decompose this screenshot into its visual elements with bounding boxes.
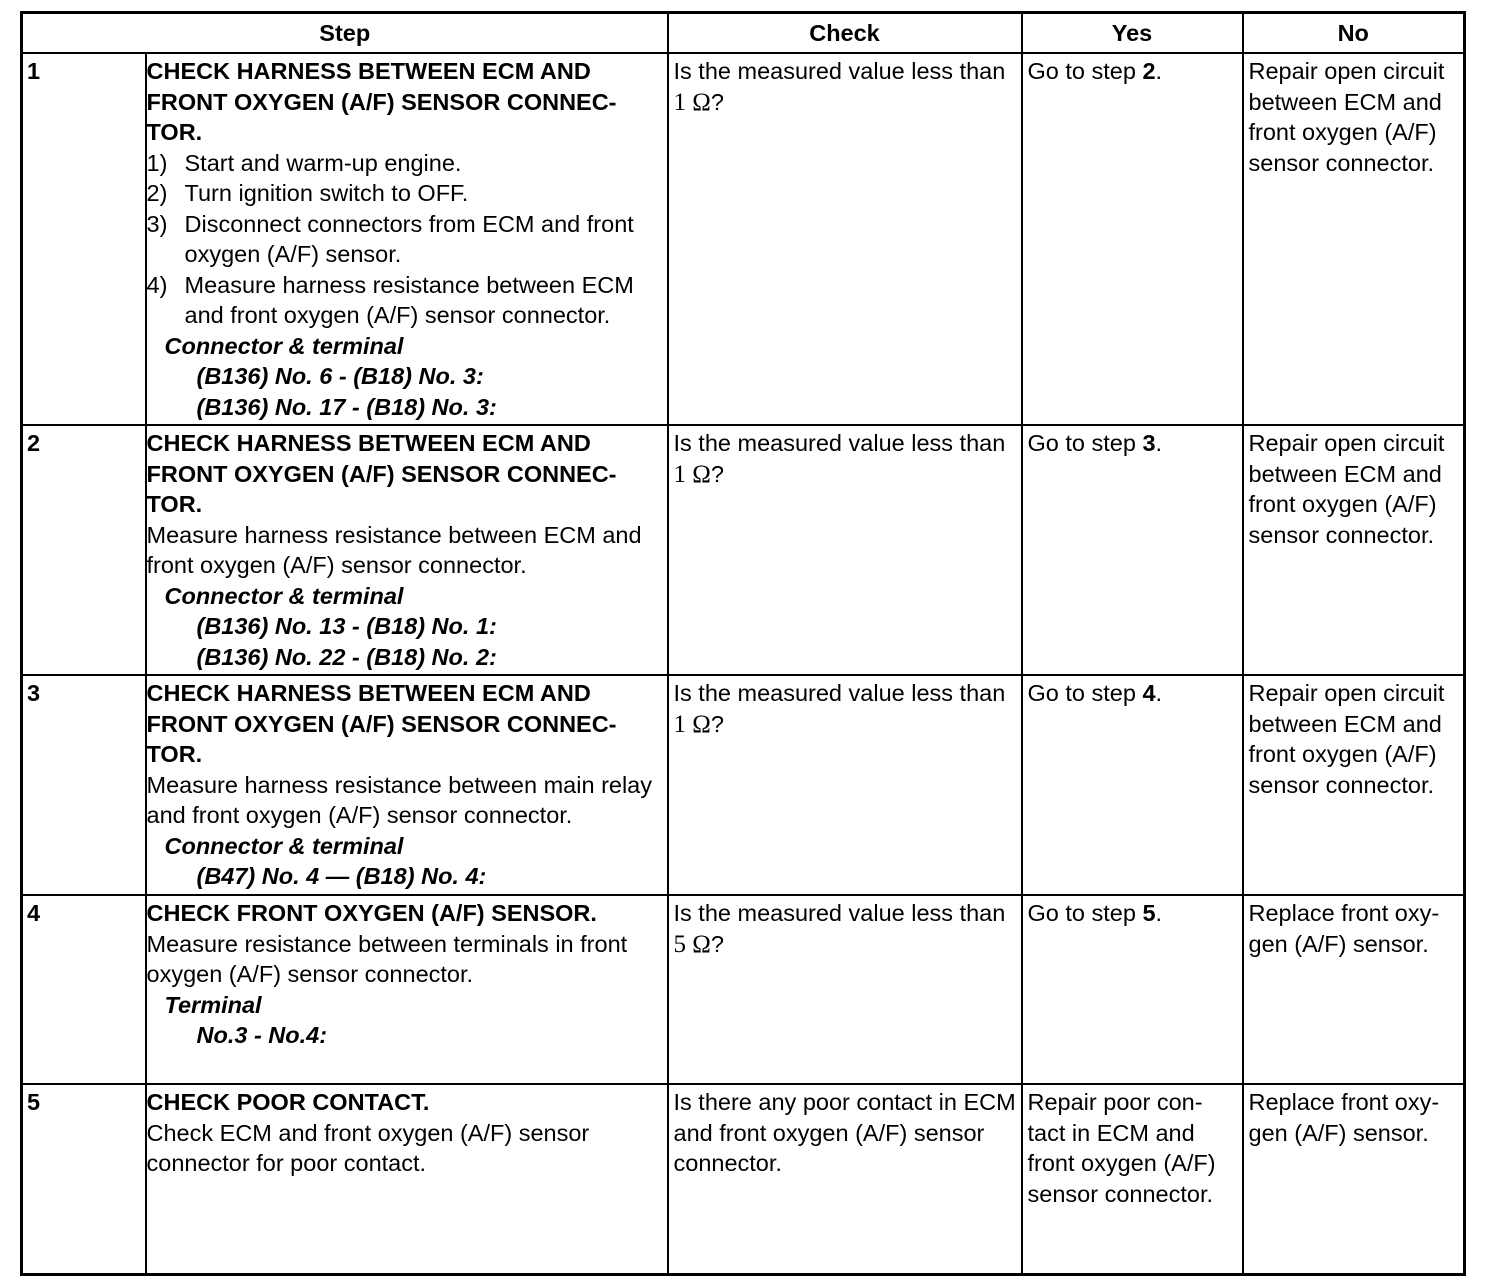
no-cell: Replace front oxy-gen (A/F) sensor. <box>1243 895 1465 1084</box>
step-cell <box>146 53 668 425</box>
step-title: CHECK FRONT OXYGEN (A/F) SENSOR. <box>146 900 597 926</box>
list-item: 3) Disconnect connectors from ECM and front oxygen (A/F) sensor. <box>146 210 634 267</box>
step-number: 1 <box>22 53 146 425</box>
no-cell: Replace front oxy-gen (A/F) sensor. <box>1243 1084 1465 1274</box>
yes-cell: Repair poor con-tact in ECM and front oxygen (A/F) sensor connector. <box>1022 1084 1243 1274</box>
table-row <box>22 1084 1465 1274</box>
yes-cell: Go to step 4. <box>1022 675 1243 895</box>
header-check: Check <box>668 13 1022 54</box>
list-item: 2) Turn ignition switch to OFF. <box>146 180 469 206</box>
table-header-row <box>22 13 1465 54</box>
terminal-value: (B136) No. 6 - (B18) No. 3: <box>196 363 484 389</box>
terminal-label: Connector & terminal <box>164 582 404 609</box>
terminal-label: Connector & terminal <box>164 832 404 859</box>
terminal-value: (B47) No. 4 — (B18) No. 4: <box>196 863 487 889</box>
check-cell: Is the measured value less than 1 Ω? <box>668 53 1022 425</box>
header-step: Step <box>22 13 668 54</box>
no-cell: Repair open circuit between ECM and front oxygen (A/F) sensor connector. <box>1243 53 1465 425</box>
header-no: No <box>1243 13 1465 54</box>
no-cell: Repair open circuit between ECM and front oxygen (A/F) sensor connector. <box>1243 425 1465 675</box>
no-cell: Repair open circuit between ECM and front oxygen (A/F) sensor connector. <box>1243 675 1465 895</box>
step-description: Measure harness resistance between ECM and front oxygen (A/F) sensor connector. <box>146 521 642 578</box>
substep-list <box>147 148 663 331</box>
terminal-label: Terminal <box>164 991 262 1018</box>
step-number: 4 <box>22 895 146 1084</box>
list-item: 1) Start and warm-up engine. <box>146 149 462 176</box>
diagnostic-table <box>20 11 1466 1276</box>
step-title: CHECK HARNESS BETWEEN ECM AND FRONT OXYGEN (A/F) SENSOR CONNEC-TOR. <box>146 430 617 517</box>
step-title: CHECK HARNESS BETWEEN ECM AND FRONT OXYGEN (A/F) SENSOR CONNEC-TOR. <box>146 58 617 145</box>
yes-cell: Go to step 3. <box>1022 425 1243 675</box>
terminal-value: No.3 - No.4: <box>196 1022 328 1048</box>
terminal-value: (B136) No. 13 - (B18) No. 1: <box>196 613 497 639</box>
yes-cell: Go to step 5. <box>1022 895 1243 1084</box>
list-item: 4) Measure harness resistance between ECM and front oxygen (A/F) sensor connector. <box>146 271 634 328</box>
yes-cell: Go to step 2. <box>1022 53 1243 425</box>
table-row <box>22 425 1465 675</box>
step-cell <box>146 1084 668 1274</box>
step-title-line <box>147 898 663 929</box>
step-number: 2 <box>22 425 146 675</box>
step-number: 5 <box>22 1084 146 1274</box>
check-cell: Is the measured value less than 5 Ω? <box>668 895 1022 1084</box>
step-description: Check ECM and front oxygen (A/F) sensor connector for poor contact. <box>146 1119 590 1176</box>
header-yes: Yes <box>1022 13 1243 54</box>
terminal-value: (B136) No. 17 - (B18) No. 3: <box>196 393 497 420</box>
step-cell <box>146 895 668 1084</box>
table-row <box>22 675 1465 895</box>
step-description: Measure resistance between terminals in front oxygen (A/F) sensor connector. <box>146 930 628 987</box>
check-cell: Is the measured value less than 1 Ω? <box>668 425 1022 675</box>
table-row <box>22 895 1465 1084</box>
step-cell <box>146 675 668 895</box>
table-row <box>22 53 1465 425</box>
step-description: Measure harness resistance between main relay and front oxygen (A/F) sensor connector. <box>146 771 653 828</box>
terminal-label: Connector & terminal <box>164 332 404 359</box>
check-cell: Is the measured value less than 1 Ω? <box>668 675 1022 895</box>
step-title: CHECK POOR CONTACT. <box>146 1089 430 1115</box>
step-number: 3 <box>22 675 146 895</box>
step-title: CHECK HARNESS BETWEEN ECM AND FRONT OXYGEN (A/F) SENSOR CONNEC-TOR. <box>146 680 617 767</box>
terminal-value: (B136) No. 22 - (B18) No. 2: <box>196 643 497 670</box>
step-cell <box>146 425 668 675</box>
check-cell: Is there any poor contact in ECM and front oxygen (A/F) sensor connector. <box>668 1084 1022 1274</box>
